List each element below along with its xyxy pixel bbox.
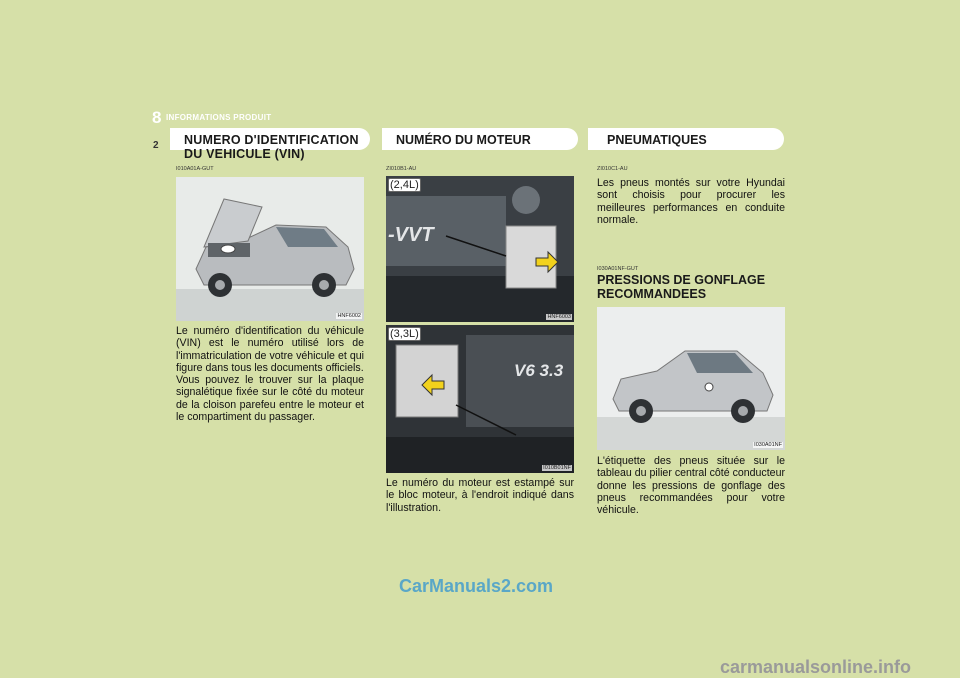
engine-code: ZI010B1-AU bbox=[386, 166, 417, 172]
tires-code: ZI010C1-AU bbox=[597, 166, 628, 172]
chapter-number: 8 bbox=[152, 108, 162, 127]
engine-33-label: (3,3L) bbox=[390, 328, 419, 340]
tires-heading: PNEUMATIQUES bbox=[607, 133, 707, 147]
vin-code: I010A01A-GUT bbox=[176, 166, 214, 172]
engine-photo-33 bbox=[386, 325, 574, 473]
chapter-title: INFORMATIONS PRODUIT bbox=[166, 113, 272, 122]
tires-photo-caption: I030A01NF bbox=[754, 442, 782, 448]
page-number: 2 bbox=[153, 140, 159, 151]
vin-car-photo bbox=[176, 177, 364, 321]
pressure-body-text: L'étiquette des pneus située sur le tableau du pilier central côté conducteur donne les pressions de gonflage des pneus recommandées pour votre véhicule. bbox=[597, 455, 785, 517]
engine-body-text: Le numéro du moteur est estampé sur le bloc moteur, à l'endroit indiqué dans l'illustration. bbox=[386, 477, 574, 514]
watermark-carmanuals2[interactable]: CarManuals2.com bbox=[399, 576, 554, 596]
vin-body-text: Le numéro d'identification du véhicule (VIN) est le numéro utilisé lors de l'immatriculation de votre véhicule et qui figure dans tous les documents officiels. Vous pouvez le trouver sur la plaque signalétique fixée sur le côté du moteur de la cloison parefeu entre le moteur et le compartiment du passager. bbox=[176, 325, 364, 424]
engine-33-caption: I010B01NF bbox=[543, 465, 571, 471]
engine-24-label: (2,4L) bbox=[390, 179, 419, 191]
tires-car-photo bbox=[597, 307, 785, 450]
engine-24-stamp: -VVT bbox=[388, 224, 434, 246]
engine-33-stamp: V6 3.3 bbox=[514, 361, 564, 380]
engine-24-caption: HNF6003 bbox=[547, 314, 571, 320]
engine-photo-24 bbox=[386, 176, 574, 322]
pressure-code: I030A01NF-GUT bbox=[597, 266, 639, 272]
engine-heading: NUMÉRO DU MOTEUR bbox=[396, 133, 531, 147]
tires-body-text: Les pneus montés sur votre Hyundai sont choisis pour procurer les meilleures performances en conduite normale. bbox=[597, 177, 785, 226]
pressure-heading: PRESSIONS DE GONFLAGE RECOMMANDEES bbox=[597, 273, 766, 301]
vin-photo-caption: HNF6002 bbox=[337, 313, 361, 319]
watermark-carmanualsonline[interactable]: carmanualsonline.info bbox=[720, 657, 912, 677]
vin-heading: NUMERO D'IDENTIFICATION DU VEHICULE (VIN) bbox=[184, 133, 359, 161]
